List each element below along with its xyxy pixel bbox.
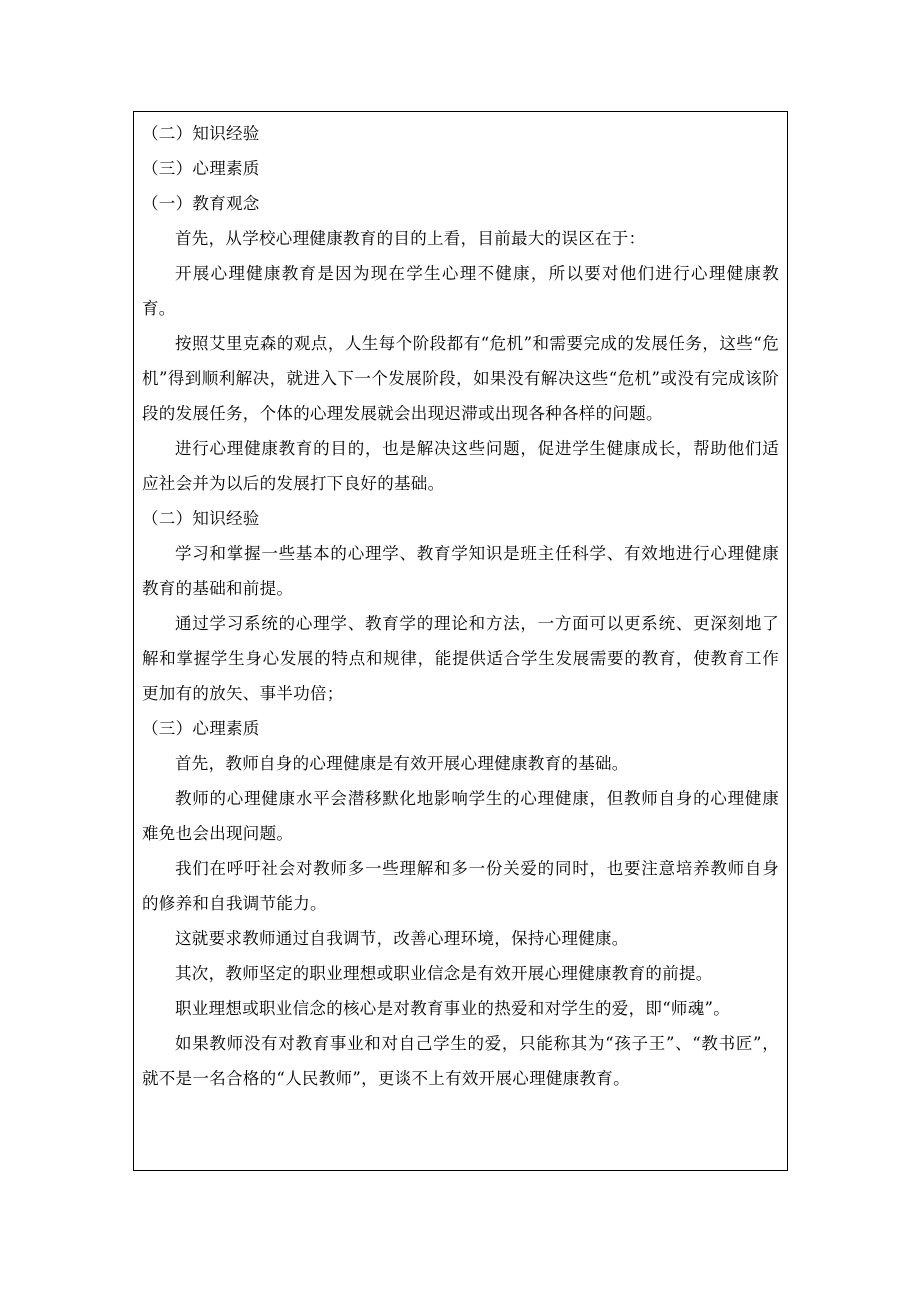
paragraph: 教师的心理健康水平会潜移默化地影响学生的心理健康，但教师自身的心理健康难免也会出现问题。: [142, 789, 779, 843]
paragraph: 这就要求教师通过自我调节，改善心理环境，保持心理健康。: [175, 929, 629, 948]
paragraph: 进行心理健康教育的目的，也是解决这些问题，促进学生健康成长，帮助他们适应社会并为以后的发展打下良好的基础。: [142, 439, 779, 493]
paragraph: 如果教师没有对教育事业和对自己学生的爱，只能称其为“孩子王”、“教书匠”，就不是一名合格的“人民教师”，更谈不上有效开展心理健康教育。: [142, 1034, 779, 1088]
paragraph: 首先，从学校心理健康教育的目的上看，目前最大的误区在于：: [175, 229, 646, 248]
paragraph: 通过学习系统的心理学、教育学的理论和方法，一方面可以更系统、更深刻地了解和掌握学生身心发展的特点和规律，能提供适合学生发展需要的教育，使教育工作更加有的放矢、事半功倍；: [142, 614, 779, 703]
paragraph: 学习和掌握一些基本的心理学、教育学知识是班主任科学、有效地进行心理健康教育的基础和前提。: [142, 544, 779, 598]
section-heading: （三）心理素质: [142, 719, 260, 738]
paragraph: 职业理想或职业信念的核心是对教育事业的热爱和对学生的爱，即“师魂”。: [175, 999, 731, 1018]
section-heading: （三）心理素质: [142, 159, 260, 178]
paragraph: 我们在呼吁社会对教师多一些理解和多一份关爱的同时，也要注意培养教师自身的修养和自我调节能力。: [142, 859, 779, 913]
section-heading: （一）教育观念: [142, 194, 260, 213]
paragraph: 首先，教师自身的心理健康是有效开展心理健康教育的基础。: [175, 754, 629, 773]
paragraph: 其次，教师坚定的职业理想或职业信念是有效开展心理健康教育的前提。: [175, 964, 713, 983]
section-heading: （二）知识经验: [142, 124, 260, 143]
paragraph: 开展心理健康教育是因为现在学生心理不健康，所以要对他们进行心理健康教育。: [142, 264, 779, 318]
section-heading: （二）知识经验: [142, 509, 260, 528]
paragraph: 按照艾里克森的观点，人生每个阶段都有“危机”和需要完成的发展任务，这些“危机”得到顺利解决，就进入下一个发展阶段，如果没有解决这些“危机”或没有完成该阶段的发展任务，个体的心理发展就会出现迟滞或出现各种各样的问题。: [142, 334, 779, 423]
document-frame: [133, 111, 788, 1171]
